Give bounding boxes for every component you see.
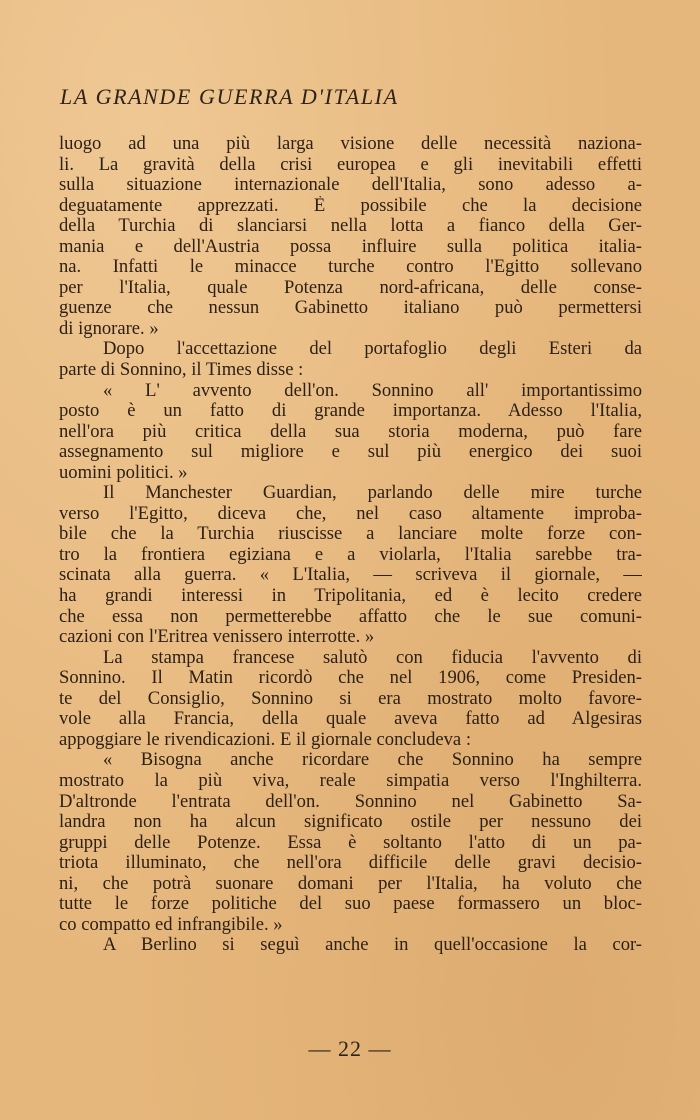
text-line: di ignorare. » [59,318,159,339]
text-line: della Turchia di slanciarsi nella lotta a fianco della Ger- [59,216,642,237]
text-line: tro la frontiera egiziana e a violarla, l'Italia sarebbe tra- [59,544,642,565]
text-line: triota illuminato, che nell'ora difficile delle gravi decisio- [59,853,642,874]
text-line: luogo ad una più larga visione delle necessità naziona- [59,134,642,154]
text-line: li. La gravità della crisi europea e gli inevitabili effetti [59,154,642,175]
text-line: cazioni con l'Eritrea venissero interrotte. » [59,627,375,648]
text-line: « Bisogna anche ricordare che Sonnino ha sempre [103,750,642,771]
text-line: vole alla Francia, della quale aveva fatto ad Algesiras [59,709,642,730]
page-number: — 22 — [308,1036,392,1061]
text-line: nell'ora più critica della sua storia moderna, può fare [59,421,642,442]
text-line: D'altronde l'entrata dell'on. Sonnino nel Gabinetto Sa- [59,791,642,812]
text-line: landra non ha alcun significato ostile per nessuno dei [59,812,642,833]
text-line: per l'Italia, quale Potenza nord-africana, delle conse- [59,277,642,298]
text-line: scinata alla guerra. « L'Italia, — scriveva il giornale, — [59,565,642,586]
text-line: mostrato la più viva, reale simpatia verso l'Inghilterra. [59,770,642,791]
text-line: te del Consiglio, Sonnino si era mostrato molto favore- [59,688,642,709]
text-line: posto è un fatto di grande importanza. Adesso l'Italia, [59,401,642,422]
text-line: Il Manchester Guardian, parlando delle mire turche [103,483,642,504]
text-line: A Berlino si seguì anche in quell'occasione la cor- [103,935,642,956]
text-line: appoggiare le rivendicazioni. E il giornale concludeva : [59,729,471,750]
text-line: na. Infatti le minacce turche contro l'Egitto sollevano [59,257,642,278]
text-line: Sonnino. Il Matin ricordò che nel 1906, come Presiden- [59,668,642,689]
text-line: bile che la Turchia riuscisse a lanciare molte forze con- [59,524,642,545]
running-head-title: LA GRANDE GUERRA D'ITALIA [60,84,399,109]
text-line: che essa non permetterebbe affatto che le sue comuni- [59,606,642,627]
text-line: guenze che nessun Gabinetto italiano può permettersi [59,298,642,319]
text-line: « L' avvento dell'on. Sonnino all' importantissimo [103,380,642,401]
text-line: La stampa francese salutò con fiducia l'avvento di [103,647,642,668]
body-text [59,134,642,956]
text-line: tutte le forze politiche del suo paese formassero un bloc- [59,894,642,915]
text-line: co compatto ed infrangibile. » [59,914,283,935]
text-line: parte di Sonnino, il Times disse : [59,360,304,381]
text-line: mania e dell'Austria possa influire sulla politica italia- [59,236,642,257]
text-line: sulla situazione internazionale dell'Italia, sono adesso a- [59,175,642,196]
text-line: gruppi delle Potenze. Essa è soltanto l'atto di un pa- [59,832,642,853]
text-line: ni, che potrà suonare domani per l'Italia, ha voluto che [59,873,642,894]
text-line: assegnamento sul migliore e sul più energico dei suoi [59,442,642,463]
text-line: uomini politici. » [59,462,188,483]
text-line: deguatamente apprezzati. È possibile che la decisione [59,195,642,216]
text-line: Dopo l'accettazione del portafoglio degli Esteri da [103,339,642,360]
text-line: ha grandi interessi in Tripolitania, ed è lecito credere [59,586,642,607]
text-line: verso l'Egitto, diceva che, nel caso altamente improba- [59,503,642,524]
